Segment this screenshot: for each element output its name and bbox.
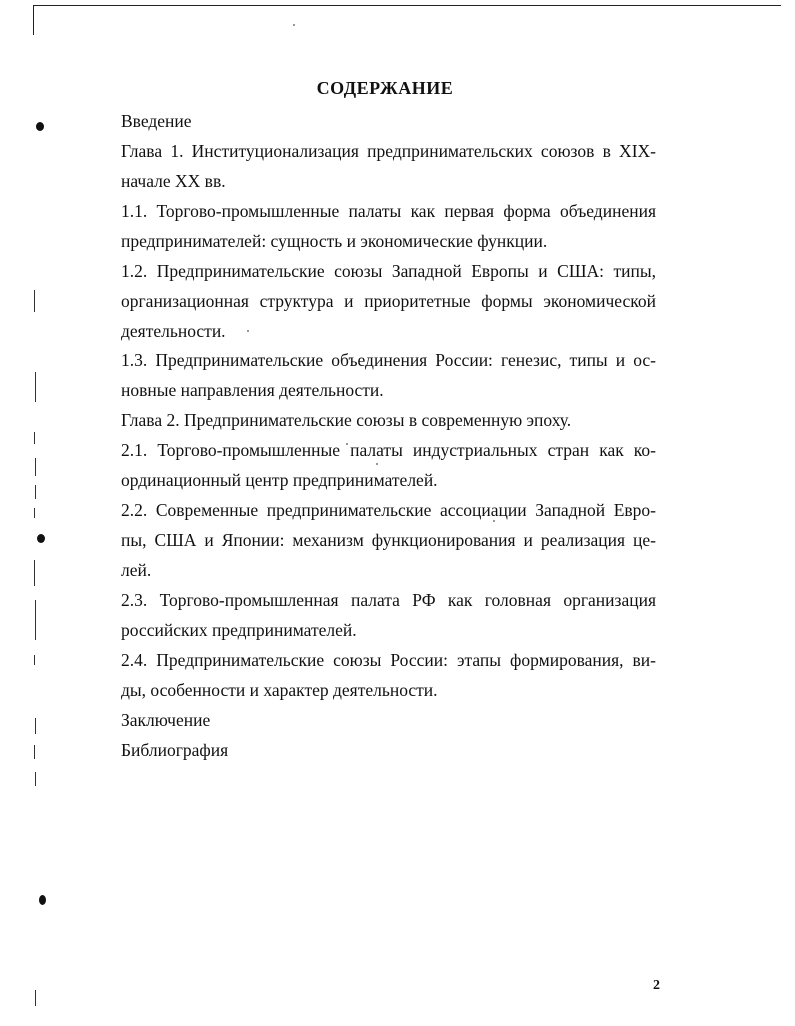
toc-entry (121, 196, 656, 256)
toc-entry (121, 405, 656, 435)
toc-entry (121, 345, 656, 405)
toc-line: Введение (121, 111, 192, 131)
margin-scan-line (34, 508, 35, 518)
scan-speck (293, 24, 295, 26)
toc-line: ды, особенности и характер деятельности. (121, 680, 438, 700)
toc-entry (121, 495, 656, 585)
toc-line: 2.3. Торгово-промышленная палата РФ как головная организация (121, 590, 656, 610)
toc-line: российских предпринимателей. (121, 620, 357, 640)
toc-entry (121, 435, 656, 495)
margin-scan-line (35, 372, 36, 402)
toc-entry (121, 136, 656, 196)
margin-scan-line (35, 485, 36, 499)
toc-line: Библиография (121, 740, 229, 760)
toc-line: ординационный центр предпринимателей. (121, 470, 438, 490)
toc-line: Глава 2. Предпринимательские союзы в современную эпоху. (121, 410, 572, 430)
margin-scan-line (34, 432, 35, 444)
toc-line: пы, США и Японии: механизм функционирования и реализация це- (121, 530, 656, 550)
margin-scan-line (34, 560, 35, 586)
toc-line: 1.2. Предпринимательские союзы Западной Европы и США: типы, (121, 261, 656, 281)
toc-line: деятельности. (121, 321, 226, 341)
scan-left-border (33, 5, 34, 35)
margin-scan-line (35, 718, 36, 734)
toc-line: 2.4. Предпринимательские союзы России: этапы формирования, ви- (121, 650, 656, 670)
margin-scan-line (35, 458, 36, 476)
margin-scan-line (34, 290, 35, 312)
toc-line: Заключение (121, 710, 211, 730)
binding-hole-mark (37, 534, 45, 543)
toc-line: 2.1. Торгово-промышленные палаты индустриальных стран как ко- (121, 440, 656, 460)
toc-entry (121, 735, 656, 765)
toc-line: 1.3. Предпринимательские объединения России: генезис, типы и ос- (121, 350, 656, 370)
margin-scan-line (35, 990, 36, 1006)
toc-entry (121, 585, 656, 645)
binding-hole-mark (36, 122, 44, 131)
page-title: СОДЕРЖАНИЕ (316, 78, 454, 98)
toc-entry (121, 256, 656, 346)
scan-top-border (33, 5, 781, 6)
margin-scan-line (34, 745, 35, 759)
toc-line: организационная структура и приоритетные формы экономической (121, 291, 656, 311)
toc-entry (121, 106, 656, 136)
margin-scan-line (34, 655, 35, 665)
toc-line: лей. (121, 560, 152, 580)
margin-scan-line (35, 772, 36, 786)
toc-line: начале XX вв. (121, 171, 226, 191)
toc-line: Глава 1. Институционализация предпринимательских союзов в XIX- (121, 141, 656, 161)
toc-line: 1.1. Торгово-промышленные палаты как первая форма объединения (121, 201, 656, 221)
toc-line: предпринимателей: сущность и экономические функции. (121, 231, 548, 251)
margin-scan-line (35, 600, 36, 640)
toc-line: новные направления деятельности. (121, 380, 384, 400)
binding-hole-mark (39, 895, 46, 905)
page-number: 2 (653, 978, 660, 993)
toc-line: 2.2. Современные предпринимательские ассоциации Западной Евро- (121, 500, 656, 520)
toc-entry (121, 705, 656, 735)
toc-entry (121, 645, 656, 705)
